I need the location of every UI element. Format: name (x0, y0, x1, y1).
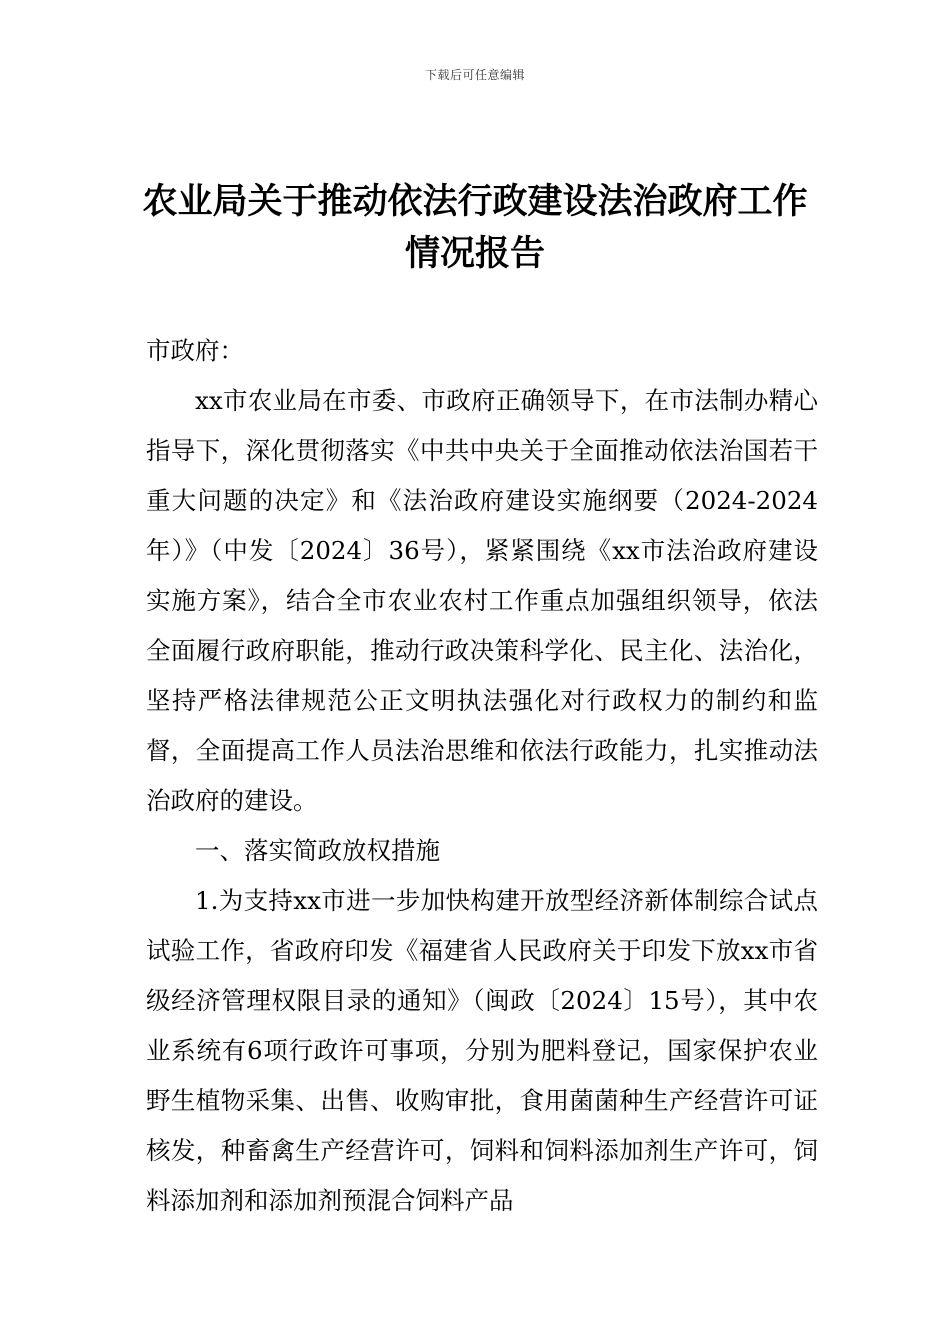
header-note: 下载后可任意编辑 (424, 68, 525, 82)
salutation: 市政府： (146, 336, 244, 365)
document-body (146, 326, 818, 1226)
document-title: 农业局关于推动依法行政建设法治政府工作情况报告 (142, 181, 808, 274)
section-heading: 一、落实简政放权措施 (195, 836, 440, 865)
paragraph-item-1: 1.为支持xx市进一步加快构建开放型经济新体制综合试点试验工作，省政府印发《福建省人民政府关于印发下放xx市省级经济管理权限目录的通知》（闽政〔2024〕15号），其中农业系统有6项行政许可事项，分别为肥料登记，国家保护农业野生植物采集、出售、收购审批，食用菌菌种生产经营许可证核发，种畜禽生产经营许可，饲料和饲料添加剂生产许可，饲料添加剂和添加剂预混合饲料产品 (146, 886, 818, 1215)
paragraph-intro: xx市农业局在市委、市政府正确领导下，在市法制办精心指导下，深化贯彻落实《中共中央关于全面推动依法治国若干重大问题的决定》和《法治政府建设实施纲要（2024-2024年）》（中发〔2024〕36号），紧紧围绕《xx市法治政府建设实施方案》，结合全市农业农村工作重点加强组织领导，依法全面履行政府职能，推动行政决策科学化、民主化、法治化，坚持严格法律规范公正文明执法强化对行政权力的制约和监督，全面提高工作人员法治思维和依法行政能力，扎实推动法治政府的建设。 (146, 386, 818, 815)
